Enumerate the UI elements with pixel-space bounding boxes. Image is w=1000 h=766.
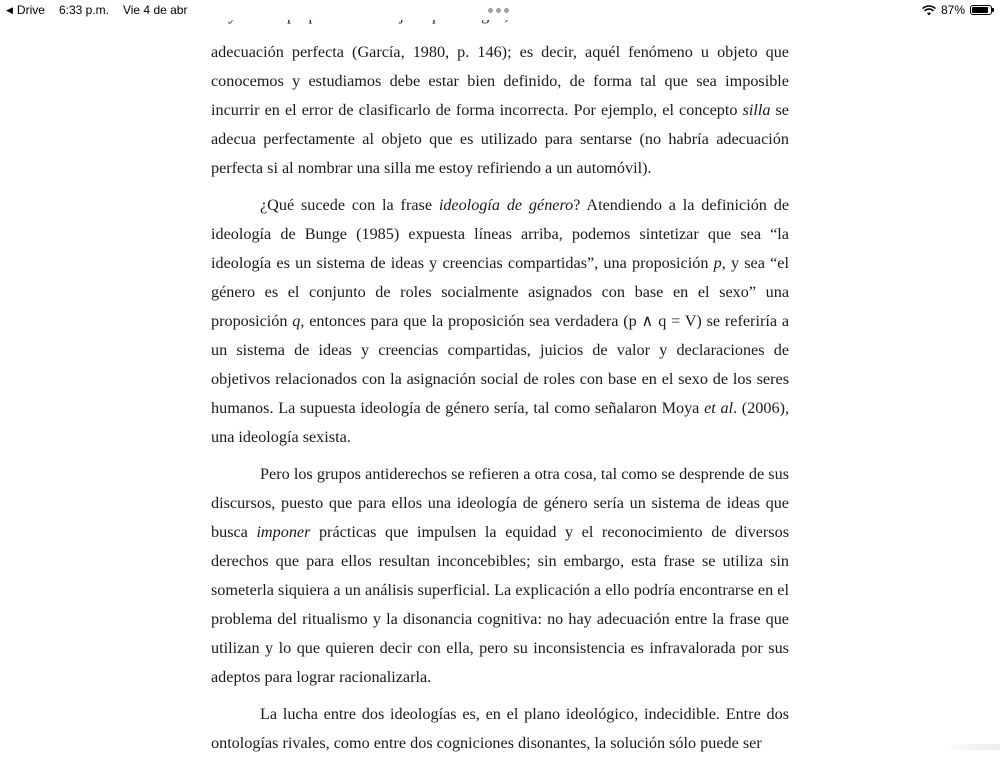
paragraph-4: La lucha entre dos ideologías es, en el plano ideológico, indecidible. Entre dos ontologías rivales, como entre dos cogniciones disonantes, la solución sólo puede ser xyxy=(211,705,789,752)
battery-fill xyxy=(972,7,988,13)
document-body xyxy=(211,30,789,766)
battery-percent: 87% xyxy=(940,3,965,17)
paragraph-1: adecuación perfecta (García, 1980, p. 146); es decir, aquél fenómeno u objeto que conocemos y estudiamos debe estar bien definido, de forma tal que sea imposible incurrir en el error de clasificarlo de forma incorrecta. Por ejemplo, el concepto silla se adecua perfectamente al objeto que es utilizado para sentarse (no habría adecuación perfecta si al nombrar una silla me estoy refiriendo a un automóvil). xyxy=(211,43,789,177)
battery-icon xyxy=(970,5,992,15)
status-time: 6:33 p.m. xyxy=(58,3,109,17)
more-dots-icon[interactable] xyxy=(488,8,509,13)
status-bar xyxy=(0,0,1000,20)
paragraph-2: ¿Qué sucede con la frase ideología de género? Atendiendo a la definición de ideología de Bunge (1985) expuesta líneas arriba, podemos sintetizar que sea “la ideología es un sistema de ideas y creencias compartidas”, una proposición p, y sea “el género es el conjunto de roles socialmente asignados con base en el sexo” una proposición q, entonces para que la proposición sea verdadera (p ∧ q = V) se referiría a un sistema de ideas y creencias compartidas, juicios de valor y declaraciones de objetivos relacionados con la asignación social de roles con base en el sexo de los seres humanos. La supuesta ideología de género sería, tal como señalaron Moya et al. (2006), una ideología sexista. xyxy=(211,196,790,446)
status-left xyxy=(6,3,187,17)
wifi-icon xyxy=(922,5,936,16)
status-right xyxy=(922,3,992,17)
status-date: Vie 4 de abr xyxy=(122,3,188,17)
back-to-drive-link[interactable]: Drive xyxy=(16,3,45,17)
paragraph-3: Pero los grupos antiderechos se refieren a otra cosa, tal como se desprende de sus discursos, puesto que para ellos una ideología de género sería un sistema de ideas que busca imponer prácticas que impulsen la equidad y el reconocimiento de diversos derechos que para ellos resultan inconcebibles; sin embargo, esta frase se utiliza sin someterla siquiera a un análisis superficial. La explicación a ello podría encontrarse en el problema del ritualismo y la disonancia cognitiva: no hay adecuación entre la frase que utilizan y lo que quieren decir con ella, pero su inconsistencia es infravalorada por sus adeptos para lograr racionalizarla. xyxy=(211,465,789,686)
scroll-corner-shadow xyxy=(940,744,1000,750)
back-arrow-icon[interactable]: ◀ xyxy=(6,4,13,15)
